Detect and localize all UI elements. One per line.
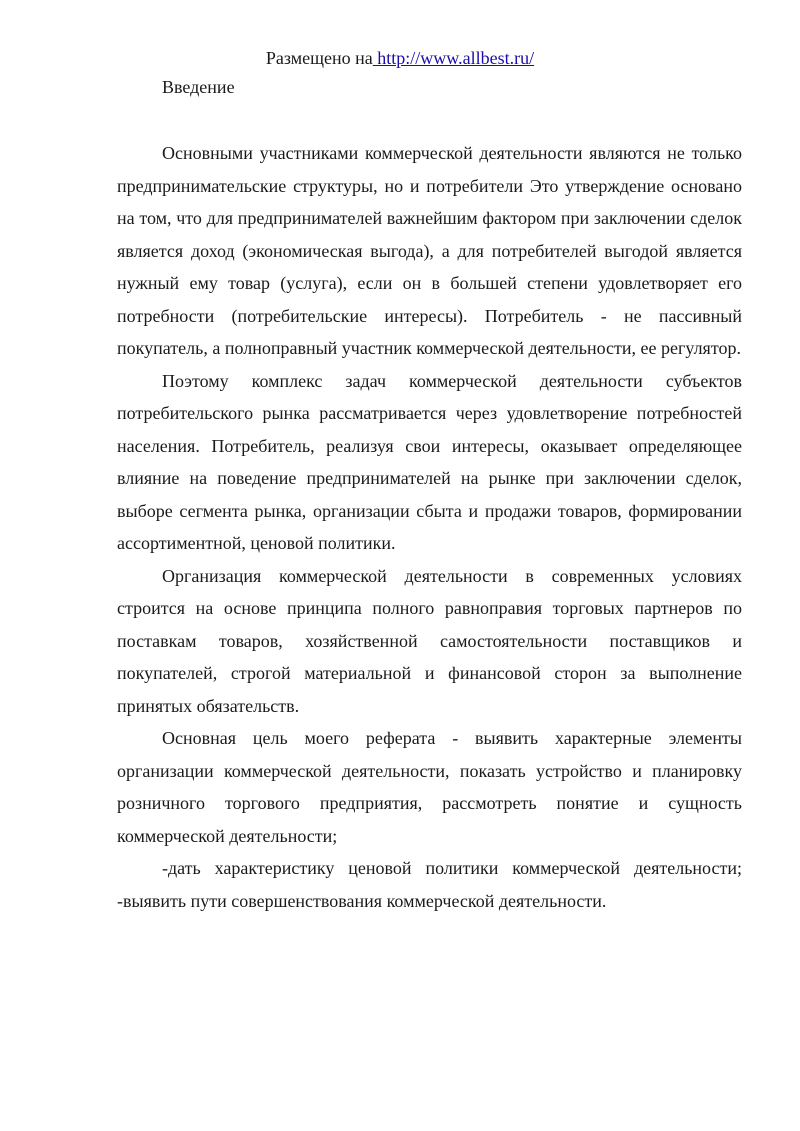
header-link[interactable]: http://www.allbest.ru/: [372, 48, 535, 68]
paragraph: Основная цель моего реферата - выявить характерные элементы организации коммерческой деятельности, показать устройство и планировку розничного торгового предприятия, рассмотреть понятие и сущность коммерческой деятельности;: [117, 728, 742, 846]
header-prefix: Размещено на: [265, 48, 373, 68]
paragraph: -дать характеристику ценовой политики коммерческой деятельности; -выявить пути совершенствования коммерческой деятельности.: [117, 858, 742, 911]
paragraph: Поэтому комплекс задач коммерческой деятельности субъектов потребительского рынка рассматривается через удовлетворение потребностей населения. Потребитель, реализуя свои интересы, оказывает определяющее влияние на поведение предпринимателей на рынке при заключении сделок, выборе сегмента рынка, организации сбыта и продажи товаров, формировании ассортиментной, ценовой политики.: [117, 370, 742, 553]
paragraph: Основными участниками коммерческой деятельности являются не только предпринимательские структуры, но и потребители Это утверждение основано на том, что для предпринимателей важнейшим фактором при заключении сделок является доход (экономическая выгода), а для потребителей выгодой является нужный ему товар (услуга), если он в большей степени удовлетворяет его потребности (потребительские интересы). Потребитель - не пассивный покупатель, а полноправный участник коммерческой деятельности, ее регулятор.: [117, 143, 742, 358]
page-header: [0, 46, 800, 70]
paragraph: Организация коммерческой деятельности в современных условиях строится на основе принципа полного равноправия торговых партнеров по поставкам товаров, хозяйственной самостоятельности поставщиков и покупателей, строгой материальной и финансовой сторон за выполнение принятых обязательств.: [117, 565, 742, 716]
section-heading: Введение: [162, 77, 235, 97]
body-text: [117, 137, 742, 917]
